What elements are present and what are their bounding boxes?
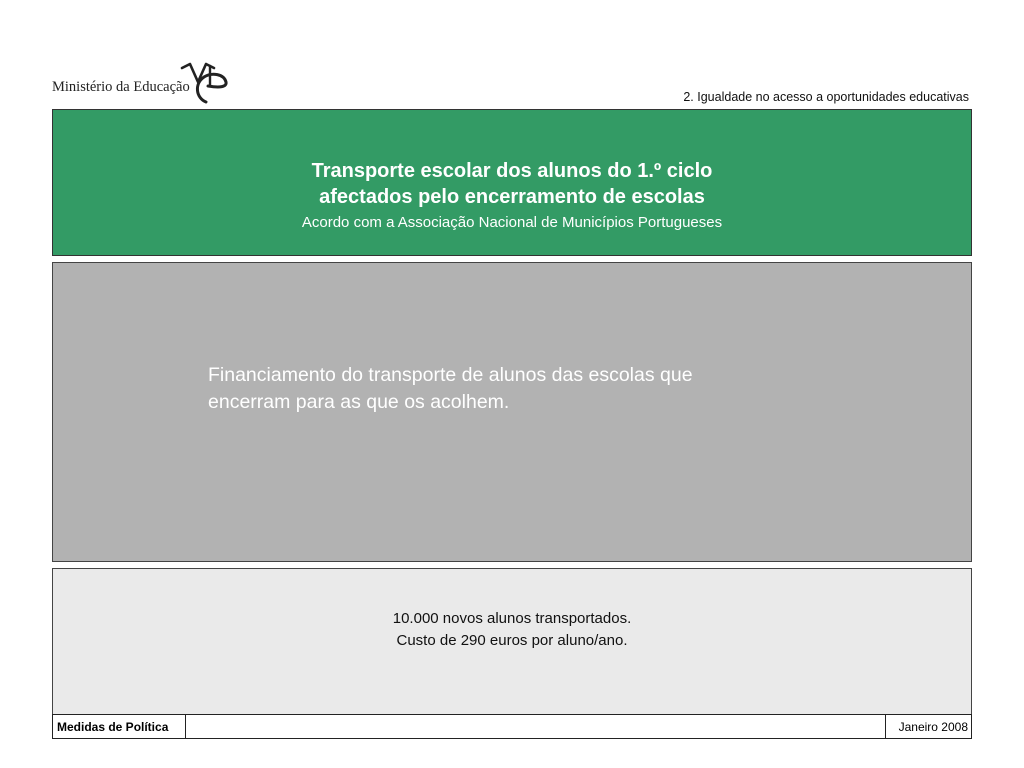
title-banner bbox=[52, 109, 972, 256]
description-line-2: encerram para as que os acolhem. bbox=[208, 391, 510, 413]
logo-text: Ministério da Educação bbox=[52, 79, 190, 95]
description-panel bbox=[52, 262, 972, 562]
section-label: 2. Igualdade no acesso a oportunidades educativas bbox=[683, 90, 969, 104]
footer-bar bbox=[52, 714, 972, 739]
me-monogram-icon bbox=[180, 60, 232, 104]
results-panel bbox=[52, 568, 972, 715]
description-line-1: Financiamento do transporte de alunos das escolas que bbox=[208, 364, 693, 386]
results-line-2: Custo de 290 euros por aluno/ano. bbox=[396, 632, 628, 649]
footer-date: Janeiro 2008 bbox=[885, 715, 971, 738]
description-text bbox=[208, 362, 808, 416]
title-line-2: afectados pelo encerramento de escolas bbox=[319, 186, 705, 208]
slide-subtitle: Acordo com a Associação Nacional de Municípios Portugueses bbox=[301, 214, 723, 231]
footer-middle-cell bbox=[186, 715, 885, 738]
footer-category-label: Medidas de Política bbox=[53, 715, 186, 738]
results-line-1: 10.000 novos alunos transportados. bbox=[392, 610, 632, 627]
ministry-logo bbox=[52, 60, 252, 104]
slide-title bbox=[53, 158, 971, 210]
title-line-1: Transporte escolar dos alunos do 1.º ciclo bbox=[311, 160, 713, 182]
